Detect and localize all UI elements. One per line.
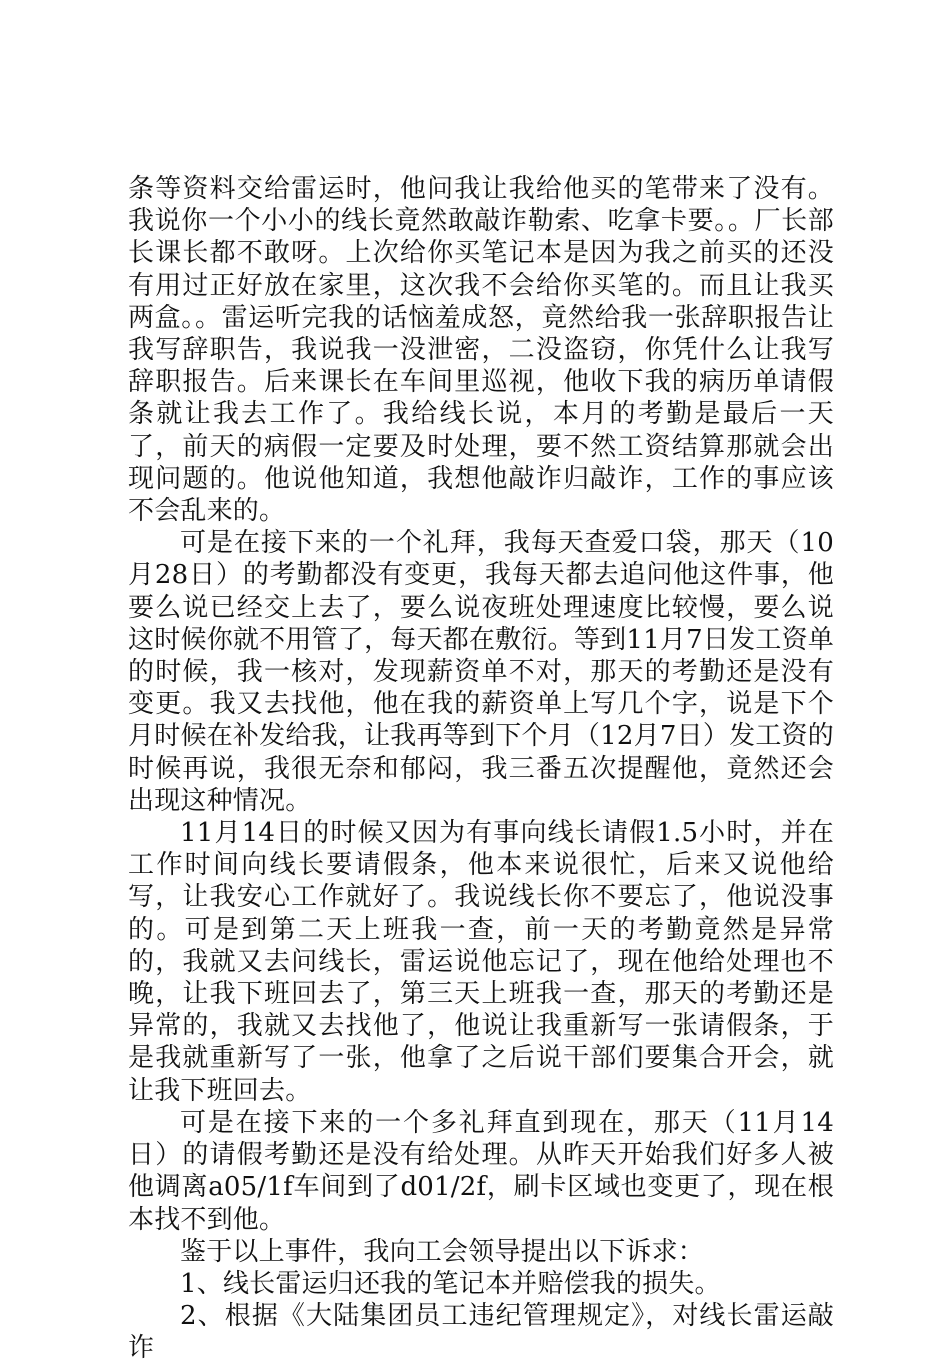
- paragraph-6: 1、线长雷运归还我的笔记本并赔偿我的损失。: [180, 1268, 721, 1299]
- paragraph-5: 鉴于以上事件，我向工会领导提出以下诉求：: [180, 1236, 705, 1267]
- paragraph-1: 条等资料交给雷运时，他问我让我给他买的笔带来了没有。我说你一个小小的线长竟然敢敲诈勒索、吃拿卡要。。厂长部长课长都不敢呀。上次给你买笔记本是因为我之前买的还没有用过正好放在家里，这次我不会给你买笔的。而且让我买两盒。。雷运听完我的话恼羞成怒，竟然给我一张辞职报告让我写辞职告，我说我一没泄密，二没盗窃，你凭什么让我写辞职报告。后来课长在车间里巡视，他收下我的病历单请假条就让我去工作了。我给线长说，本月的考勤是最后一天了，前天的病假一定要及时处理，要不然工资结算那就会出现问题的。他说他知道，我想他敲诈归敲诈，工作的事应该不会乱来的。: [128, 174, 834, 527]
- paragraph-7: 2、根据《大陆集团员工违纪管理规定》，对线长雷运敲诈: [128, 1301, 834, 1364]
- paragraph-2: 可是在接下来的一个礼拜，我每天查爱口袋，那天（10月28日）的考勤都没有变更，我每天都去追问他这件事，他要么说已经交上去了，要么说夜班处理速度比较慢，要么说这时候你就不用管了，每天都在敷衍。等到11月7日发工资单的时候，我一核对，发现薪资单不对，那天的考勤还是没有变更。我又去找他，他在我的薪资单上写几个字，说是下个月时候在补发给我，让我再等到下个月（12月7日）发工资的时候再说，我很无奈和郁闷，我三番五次提醒他，竟然还会出现这种情况。: [128, 528, 834, 816]
- document-body: [128, 173, 834, 1365]
- paragraph-4: 可是在接下来的一个多礼拜直到现在，那天（11月14日）的请假考勤还是没有给处理。从昨天开始我们好多人被他调离a05/1f车间到了d01/2f，刷卡区域也变更了，现在根本找不到他。: [128, 1107, 834, 1235]
- paragraph-3: 11月14日的时候又因为有事向线长请假1.5小时，并在工作时间向线长要请假条，他本来说很忙，后来又说他给写，让我安心工作就好了。我说线长你不要忘了，他说没事的。可是到第二天上班我一查，前一天的考勤竟然是异常的，我就又去问线长，雷运说他忘记了，现在他给处理也不晚，让我下班回去了，第三天上班我一查，那天的考勤还是异常的，我就又去找他了，他说让我重新写一张请假条，于是我就重新写了一张，他拿了之后说干部们要集合开会，就让我下班回去。: [128, 818, 834, 1106]
